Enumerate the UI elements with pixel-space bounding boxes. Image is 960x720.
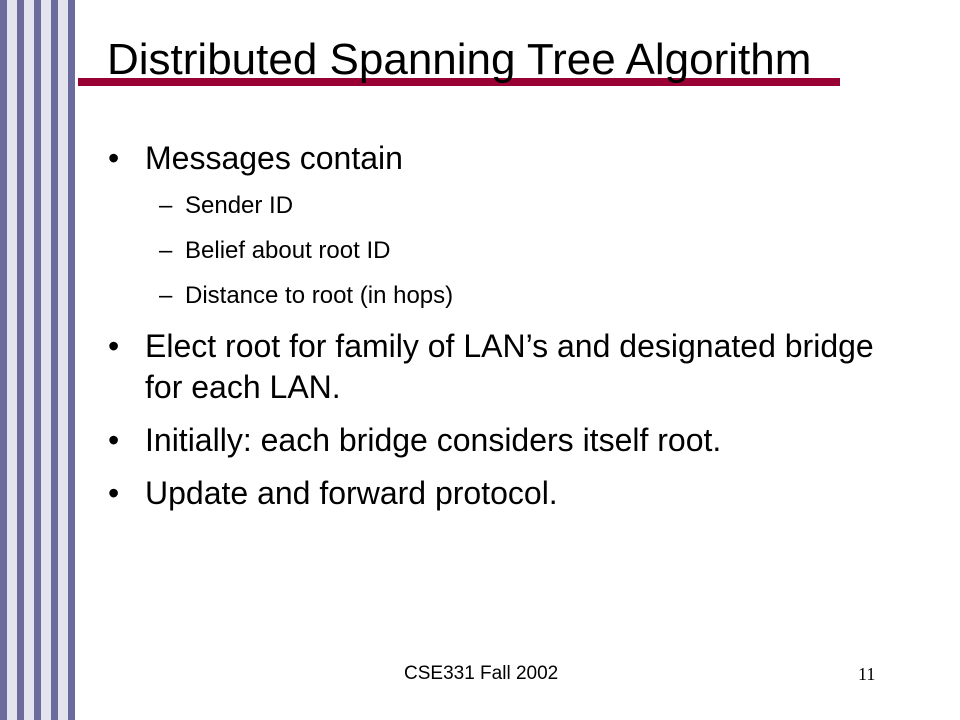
dash-icon: – — [159, 237, 173, 264]
stripe — [41, 0, 51, 720]
bullet-icon: • — [108, 140, 120, 176]
bullet-icon: • — [108, 475, 120, 511]
stripe — [34, 0, 41, 720]
bullet-icon: • — [108, 422, 120, 458]
sub-bullet-text: Belief about root ID — [185, 237, 391, 264]
stripe — [58, 0, 68, 720]
bullet-item — [104, 138, 904, 179]
slide-body — [104, 138, 904, 526]
bullet-text: Initially: each bridge considers itself root. — [145, 422, 722, 458]
stripe — [24, 0, 34, 720]
decorative-stripes — [0, 0, 82, 720]
sub-bullet-text: Sender ID — [185, 192, 294, 219]
bullet-icon: • — [108, 328, 120, 364]
bullet-item — [104, 420, 904, 461]
slide-title: Distributed Spanning Tree Algorithm — [107, 35, 812, 84]
bullet-item — [104, 326, 904, 408]
stripe — [51, 0, 58, 720]
bullet-text: Update and forward protocol. — [145, 475, 558, 511]
sub-bullet-item — [104, 281, 904, 311]
sub-bullet-text: Distance to root (in hops) — [185, 282, 454, 309]
page-number: 11 — [858, 664, 876, 684]
stripe — [7, 0, 17, 720]
stripe — [68, 0, 75, 720]
sub-bullet-item — [104, 236, 904, 266]
bullet-text: Elect root for family of LAN’s and designated bridge for each LAN. — [145, 328, 874, 405]
bullet-text: Messages contain — [145, 140, 403, 176]
footer-course: CSE331 Fall 2002 — [404, 663, 559, 684]
sub-bullet-item — [104, 191, 904, 221]
bullet-item — [104, 473, 904, 514]
stripe — [0, 0, 7, 720]
dash-icon: – — [159, 282, 173, 309]
dash-icon: – — [159, 192, 173, 219]
sub-list — [104, 191, 904, 311]
stripe — [17, 0, 24, 720]
